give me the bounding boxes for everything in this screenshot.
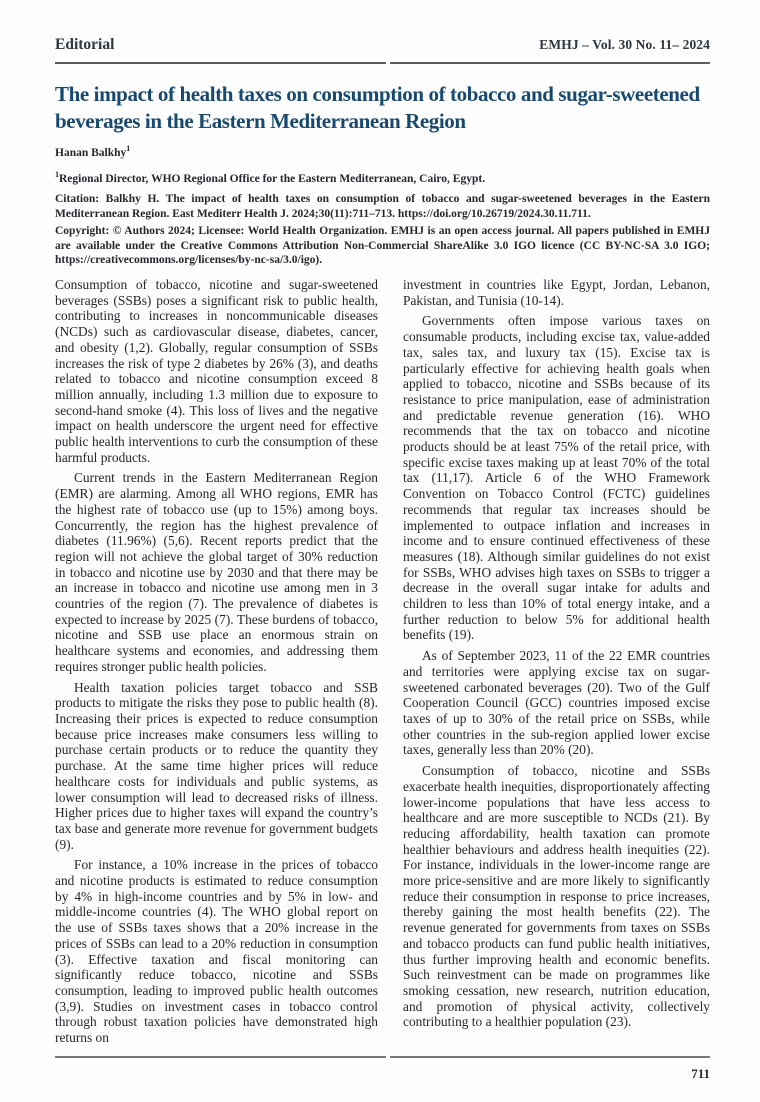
article-title: The impact of health taxes on consumption of tobacco and sugar-sweetened beverages in the Eastern Mediterranean Region: [55, 82, 700, 133]
footer-divider-right-segment: [390, 1056, 710, 1058]
header-divider-left-segment: [55, 62, 386, 64]
paragraph: For instance, a 10% increase in the prices of tobacco and nicotine products is estimated to reduce consumption by 4% in high-income countries and by 5% in low- and middle-income countries (4). The WHO global report on the use of SSBs taxes shows that a 20% increase in the prices of SSBs can lead to a 20% reduction in consumption (3). Effective taxation and fiscal monitoring can significantly reduce tobacco, nicotine and SSBs consumption, leading to improved public health outcomes (3,9). Studies on investment cases in tobacco control through robust taxation policies have demonstrated high returns on: [55, 857, 378, 1046]
header-divider-right-segment: [390, 62, 710, 64]
paragraph: Health taxation policies target tobacco and SSB products to mitigate the risks they pose to public health (8). Increasing their prices is expected to reduce consumption because price increases make consumers less willing to purchase certain products or to reduce the quantity they purchase. At the same time higher prices will reduce healthcare costs for individuals and public systems, as lower consumption will lead to decreased risks of illness. Higher prices due to higher taxes will expand the country’s tax base and generate more revenue for government budgets (9).: [55, 679, 378, 852]
journal-volume-reference: EMHJ – Vol. 30 No. 11– 2024: [539, 37, 710, 52]
author-affiliation-marker: 1: [126, 144, 131, 153]
paragraph: As of September 2023, 11 of the 22 EMR countries and territories were applying excise tax on sugar-sweetened carbonated beverages (20). Two of the Gulf Cooperation Council (GCC) countries imposed excise taxes of up to 30% of the retail price on SSBs, while other countries in the sub-region applied lower excise taxes, generally less than 20% (20).: [403, 648, 710, 758]
paragraph: investment in countries like Egypt, Jordan, Lebanon, Pakistan, and Tunisia (10-14).: [403, 277, 710, 308]
citation: Citation: Balkhy H. The impact of health taxes on consumption of tobacco and sugar-sweetened beverages in the Eastern Mediterranean Region. East Mediterr Health J. 2024;30(11):711–713. https://doi.org/10.26719/2024.30.11.711.: [55, 193, 710, 220]
copyright-notice: Copyright: © Authors 2024; Licensee: World Health Organization. EMHJ is an open access journal. All papers published in EMHJ are available under the Creative Commons Attribution Non-Commercial ShareAlike 3.0 IGO licence (CC BY-NC-SA 3.0 IGO; https://creativecommons.org/licenses/by-nc-sa/3.0/igo).: [55, 225, 710, 267]
right-column: [403, 277, 710, 1051]
paragraph: Governments often impose various taxes on consumable products, including excise tax, value-added tax, sales tax, and luxury tax (15). Excise tax is particularly effective for achieving health goals when applied to tobacco, nicotine and SSBs because of its resistance to price manipulation, ease of administration and predictable revenue generation (16). WHO recommends that the tax on tobacco and nicotine products should be at least 75% of the retail price, with specific excise taxes making up at least 70% of the total tax (11,17). Article 6 of the WHO Framework Convention on Tobacco Control (FCTC) guidelines recommends that regular tax increases should be implemented to outpace inflation and increases in income and to ensure continued effectiveness of these measures (18). Although similar guidelines do not exist for SSBs, WHO advises high taxes on SSBs to trigger a decrease in the overall sugar intake for adults and children to less than 10% of total energy intake, and a further reduction to below 5% for additional health benefits (19).: [403, 313, 710, 643]
paragraph: Consumption of tobacco, nicotine and SSBs exacerbate health inequities, disproportionately affecting lower-income populations that have less access to healthcare and are more susceptible to NCDs (21). By reducing affordability, health taxation can promote healthier behaviours and address health inequities (22). For instance, individuals in the lower-income range are more price-sensitive and are more likely to significantly reduce their consumption in response to price increases, thereby gaining the most health benefits (22). The revenue generated for governments from taxes on SSBs and tobacco products can fund public health initiatives, thus further improving health and economic benefits. Such reinvestment can be made on programmes like smoking cessation, new research, nutrition education, and promotion of physical activity, collectively contributing to a healthier population (23).: [403, 763, 710, 1030]
author-name-text: Hanan Balkhy: [55, 146, 127, 159]
section-label: Editorial: [55, 36, 115, 53]
affiliation: [55, 170, 710, 185]
affiliation-marker: 1: [55, 170, 59, 179]
page-number: 711: [691, 1066, 710, 1081]
affiliation-text: Regional Director, WHO Regional Office for the Eastern Mediterranean, Cairo, Egypt.: [59, 172, 486, 185]
paragraph: Consumption of tobacco, nicotine and sugar-sweetened beverages (SSBs) poses a significant risk to public health, contributing to increases in noncommunicable diseases (NCDs) such as cardiovascular disease, diabetes, cancer, and obesity (1,2). Globally, regular consumption of SSBs increases the risk of type 2 diabetes by 26% (3), and deaths related to tobacco and nicotine consumption exceed 8 million annually, including 1.3 million due to exposure to second-hand smoke (4). This loss of lives and the negative impact on health underscore the urgent need for effective public health interventions to curb the consumption of these harmful products.: [55, 277, 378, 465]
page-header: [55, 36, 710, 54]
author-name: [55, 144, 130, 159]
paragraph: Current trends in the Eastern Mediterranean Region (EMR) are alarming. Among all WHO regions, EMR has the highest rate of tobacco use (up to 15%) among boys. Concurrently, the region has the highest prevalence of diabetes (11.96%) (5,6). Recent reports predict that the region will not achieve the global target of 30% reduction in tobacco and nicotine use by 2030 and that there may be an increase in tobacco and nicotine use among men in 3 countries of the region (7). The prevalence of diabetes is expected to increase by 2025 (7). These burdens of tobacco, nicotine and SSB use place an enormous strain on healthcare systems and economies, and addressing them requires stronger public health policies.: [55, 470, 378, 674]
footer-divider-left-segment: [55, 1056, 386, 1058]
article-body: [55, 277, 710, 1051]
left-column: [55, 277, 378, 1051]
